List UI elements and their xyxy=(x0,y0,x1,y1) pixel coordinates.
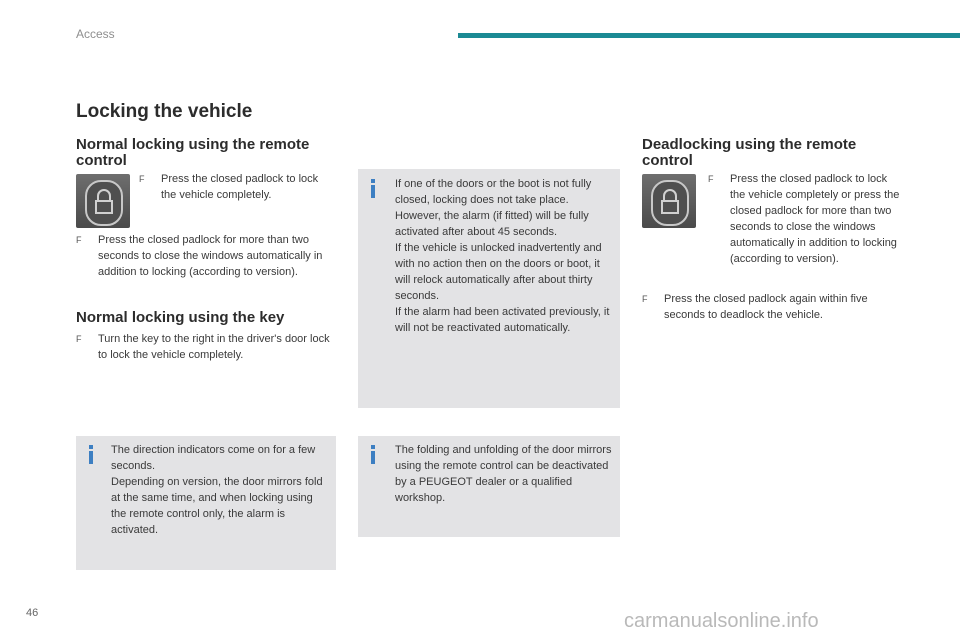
info-alarm-p2: However, the alarm (if fitted) will be fully activated after about 45 seconds. xyxy=(395,210,589,238)
info-icon xyxy=(370,179,376,199)
remote-step-1 xyxy=(139,171,324,203)
info-alarm-p1: If one of the doors or the boot is not fully closed, locking does not take place. xyxy=(395,178,592,206)
info-indicators-p2: Depending on version, the door mirrors fold at the same time, and when locking using the remote control only, the alarm is activated. xyxy=(111,476,323,536)
deadlock-step-1-text: Press the closed padlock to lock the vehicle completely or press the closed padlock for more than two seconds to close the windows automatically in addition to locking (according to version). xyxy=(730,173,900,265)
page-number: 46 xyxy=(26,607,39,619)
info-alarm-p4: If the alarm had been activated previously, it will not be reactivated automatically. xyxy=(395,306,610,334)
info-alarm-p3: If the vehicle is unlocked inadvertently and with no action then on the doors or boot, it will relock automatically after about thirty seconds. xyxy=(395,242,602,302)
info-box-indicators xyxy=(76,436,336,570)
key-step-1-text: Turn the key to the right in the driver's door lock to lock the vehicle completely. xyxy=(98,333,330,361)
remote-step-1-text: Press the closed padlock to lock the vehicle completely. xyxy=(161,173,319,201)
deadlock-step-2 xyxy=(642,291,904,323)
bullet-icon: F xyxy=(708,174,714,184)
bullet-icon: F xyxy=(642,294,648,304)
info-box-mirrors xyxy=(358,436,620,537)
remote-lock-button-image xyxy=(76,174,130,228)
info-icon xyxy=(370,445,376,465)
key-step-1 xyxy=(76,331,338,363)
padlock-icon xyxy=(651,180,689,226)
info-icon xyxy=(88,445,94,465)
padlock-icon xyxy=(85,180,123,226)
remote-step-2 xyxy=(76,232,326,280)
header-accent-bar xyxy=(458,33,960,38)
section-label: Access xyxy=(76,27,115,41)
remote-step-2-text: Press the closed padlock for more than two seconds to close the windows automatically in addition to locking (according to version). xyxy=(98,234,323,278)
bullet-icon: F xyxy=(76,334,82,344)
info-mirrors-p1: The folding and unfolding of the door mirrors using the remote control can be deactivated by a PEUGEOT dealer or a qualified workshop. xyxy=(395,444,612,504)
deadlock-step-2-text: Press the closed padlock again within five seconds to deadlock the vehicle. xyxy=(664,293,868,321)
heading-normal-remote: Normal locking using the remote control xyxy=(76,136,310,169)
page-title: Locking the vehicle xyxy=(76,101,253,122)
info-indicators-p1: The direction indicators come on for a few seconds. xyxy=(111,444,316,472)
deadlock-step-1 xyxy=(708,171,904,267)
heading-deadlocking: Deadlocking using the remote control xyxy=(642,136,857,169)
remote-deadlock-button-image xyxy=(642,174,696,228)
info-box-alarm xyxy=(358,169,620,408)
heading-normal-key: Normal locking using the key xyxy=(76,309,285,326)
watermark: carmanualsonline.info xyxy=(624,610,819,632)
bullet-icon: F xyxy=(139,174,145,184)
bullet-icon: F xyxy=(76,235,82,245)
